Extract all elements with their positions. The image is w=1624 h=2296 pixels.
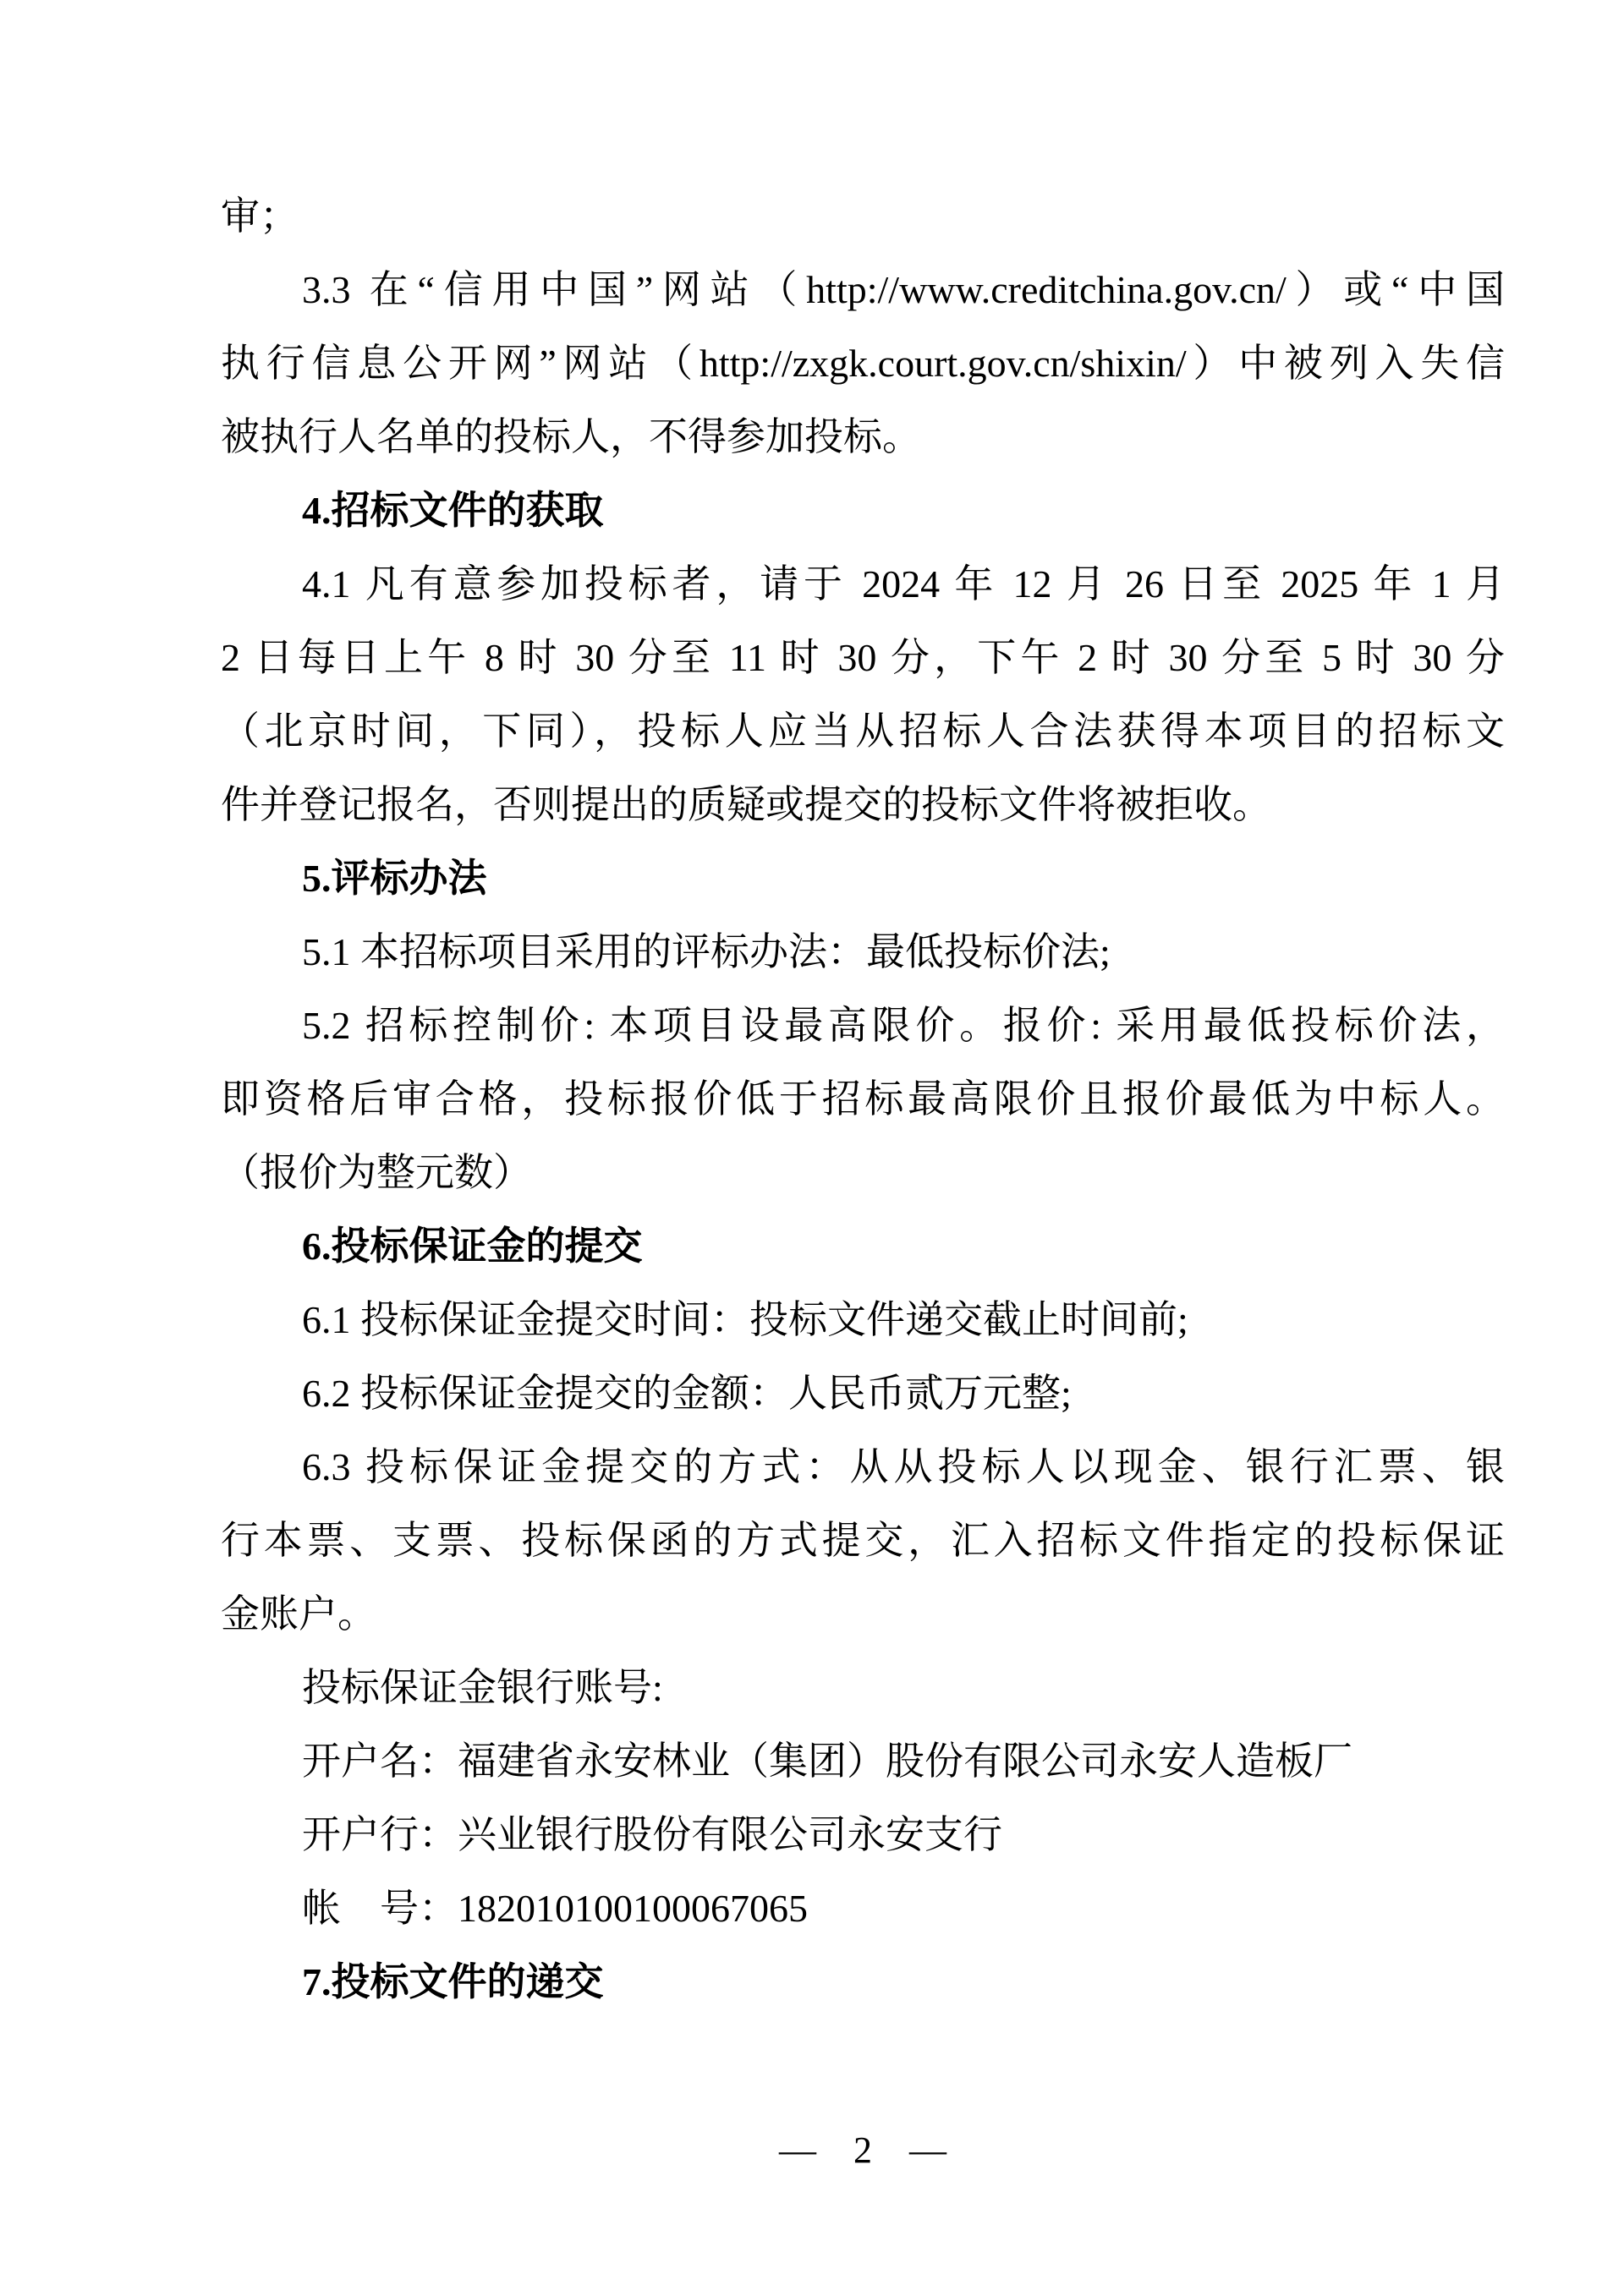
document-line: 开户行：兴业银行股份有限公司永安支行 (302, 1813, 1002, 1856)
document-line: 投标保证金银行账号: (302, 1666, 663, 1709)
document-line: 审； (221, 195, 299, 238)
document-line: 件并登记报名，否则提出的质疑或提交的投标文件将被拒收。 (221, 783, 1271, 826)
document-line: 2 日每日上午 8 时 30 分至 11 时 30 分，下午 2 时 30 分至 5 时 30 分 (221, 636, 1505, 679)
document-line: 行本票、支票、投标保函的方式提交，汇入招标文件指定的投标保证 (221, 1519, 1505, 1562)
document-text-block (221, 179, 1505, 2019)
document-line: 即资格后审合格，投标报价低于招标最高限价且报价最低为中标人。 (221, 1077, 1505, 1121)
document-line: 执行信息公开网”网站（http://zxgk.court.gov.cn/shixin/）中被列入失信 (221, 342, 1505, 385)
document-line: 金账户。 (221, 1592, 376, 1636)
section-heading-line: 5.评标办法 (302, 857, 487, 900)
document-line: 3.3 在“信用中国”网站（http://www.creditchina.gov.cn/）或“中国 (302, 268, 1505, 311)
document-line: （北京时间，下同），投标人应当从招标人合法获得本项目的招标文 (221, 710, 1505, 753)
page-number: — 2 — (779, 2129, 946, 2171)
section-heading-line: 6.投标保证金的提交 (302, 1225, 643, 1268)
document-line: 被执行人名单的投标人，不得参加投标。 (221, 415, 921, 458)
document-line: 帐 号：182010100100067065 (302, 1887, 808, 1930)
document-line: 6.2 投标保证金提交的金额：人民币贰万元整; (302, 1372, 1072, 1415)
section-heading-line: 4.招标文件的获取 (302, 489, 604, 532)
document-line: 5.2 招标控制价: 本项目设最高限价。报价: 采用最低投标价法， (302, 1004, 1505, 1047)
page-footer (221, 2128, 1505, 2173)
document-line: 5.1 本招标项目采用的评标办法：最低投标价法; (302, 930, 1111, 973)
document-line: 开户名：福建省永安林业（集团）股份有限公司永安人造板厂 (302, 1740, 1352, 1783)
document-line: 6.3 投标保证金提交的方式：从从投标人以现金、银行汇票、银 (302, 1445, 1505, 1488)
section-heading-line: 7.投标文件的递交 (302, 1960, 604, 2003)
document-line: 6.1 投标保证金提交时间：投标文件递交截止时间前; (302, 1298, 1188, 1341)
document-line: 4.1 凡有意参加投标者，请于 2024 年 12 月 26 日至 2025 年 1 月 (302, 562, 1505, 606)
document-line: （报价为整元数） (221, 1151, 532, 1194)
